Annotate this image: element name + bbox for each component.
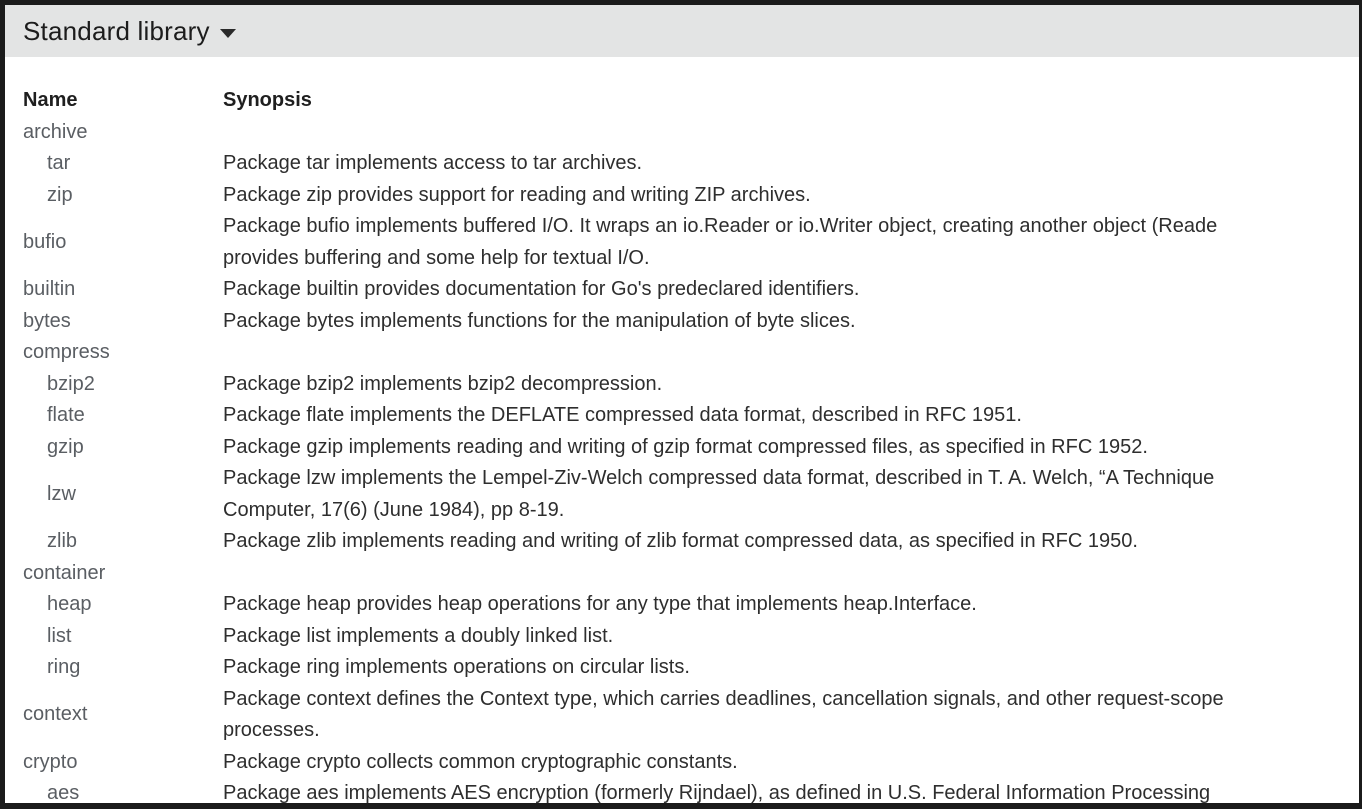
synopsis-line: Package bzip2 implements bzip2 decompression. [223, 372, 663, 395]
synopsis-line: Package bytes implements functions for the manipulation of byte slices. [223, 309, 856, 332]
empty-synopsis [223, 117, 1359, 149]
synopsis-line: Package lzw implements the Lempel-Ziv-Welch compressed data format, described in T. A. Welch, “A Technique [223, 467, 1215, 489]
table-row [23, 652, 1359, 684]
package-synopsis [223, 558, 1359, 590]
package-name-link[interactable]: aes [47, 782, 80, 804]
table-header-row [23, 85, 1359, 117]
table-row [23, 463, 1359, 526]
caret-down-icon [220, 29, 236, 38]
synopsis-line: Package crypto collects common cryptographic constants. [223, 750, 738, 773]
synopsis-line: Package tar implements access to tar archives. [223, 152, 643, 174]
synopsis-line: Package gzip implements reading and writing of gzip format compressed files, as specified in RFC 1952. [223, 435, 1148, 458]
table-row [23, 778, 1359, 809]
package-name-link[interactable]: tar [47, 152, 71, 174]
package-synopsis [223, 589, 1359, 621]
synopsis-line: Package zip provides support for reading and writing ZIP archives. [223, 183, 811, 206]
table-row [23, 526, 1359, 558]
table-row [23, 400, 1359, 432]
synopsis-line: Computer, 17(6) (June 1984), pp 8-19. [223, 498, 565, 521]
table-row [23, 211, 1359, 274]
column-header-name: Name [23, 89, 78, 111]
table-row [23, 180, 1359, 212]
package-name-link[interactable]: bytes [23, 309, 71, 332]
package-name-link[interactable]: list [47, 624, 72, 647]
table-row [23, 369, 1359, 401]
package-name-link[interactable]: zlib [47, 530, 78, 552]
package-name-link[interactable]: lzw [47, 482, 76, 505]
synopsis-line: Package builtin provides documentation for Go's predeclared identifiers. [223, 278, 860, 300]
table-row [23, 432, 1359, 464]
package-name-link[interactable]: compress [23, 341, 110, 363]
package-name-link[interactable]: gzip [47, 435, 84, 458]
table-row [23, 148, 1359, 180]
package-synopsis [223, 117, 1359, 149]
column-header-synopsis: Synopsis [223, 89, 312, 111]
synopsis-line: provides buffering and some help for textual I/O. [223, 246, 650, 269]
table-body [23, 117, 1359, 809]
package-synopsis [223, 778, 1359, 809]
synopsis-line: Package flate implements the DEFLATE compressed data format, described in RFC 1951. [223, 404, 1022, 426]
package-synopsis [223, 684, 1359, 747]
package-name-link[interactable]: archive [23, 120, 88, 143]
table-row [23, 337, 1359, 369]
synopsis-line: Package context defines the Context type, which carries deadlines, cancellation signals, and other request-scope [223, 687, 1224, 710]
synopsis-line: Package bufio implements buffered I/O. It wraps an io.Reader or io.Writer object, creating another object (Reade [223, 215, 1218, 237]
synopsis-line: Package ring implements operations on circular lists. [223, 656, 690, 678]
package-name-link[interactable]: zip [47, 183, 73, 206]
package-synopsis [223, 337, 1359, 369]
package-name-link[interactable]: container [23, 561, 106, 584]
package-name-link[interactable]: bufio [23, 230, 67, 253]
package-synopsis [223, 274, 1359, 306]
synopsis-line: Package heap provides heap operations for any type that implements heap.Interface. [223, 593, 977, 615]
package-synopsis [223, 652, 1359, 684]
package-synopsis [223, 148, 1359, 180]
table-row [23, 558, 1359, 590]
table-row [23, 117, 1359, 149]
package-name-link[interactable]: flate [47, 404, 85, 426]
synopsis-line: Package aes implements AES encryption (formerly Rijndael), as defined in U.S. Federal Information Processing [223, 782, 1211, 804]
standard-library-title: Standard library [23, 15, 210, 46]
package-name-link[interactable]: crypto [23, 750, 78, 773]
package-synopsis [223, 463, 1359, 526]
package-synopsis [223, 526, 1359, 558]
package-name-link[interactable]: bzip2 [47, 372, 95, 395]
empty-synopsis [223, 337, 1359, 369]
synopsis-line: processes. [223, 719, 320, 741]
table-row [23, 621, 1359, 653]
table-row [23, 747, 1359, 779]
table-row [23, 274, 1359, 306]
package-name-link[interactable]: context [23, 703, 88, 726]
package-name-link[interactable]: ring [47, 656, 81, 678]
package-synopsis [223, 369, 1359, 401]
standard-library-toggle[interactable] [5, 5, 1359, 57]
package-synopsis [223, 180, 1359, 212]
package-synopsis [223, 306, 1359, 338]
table-row [23, 684, 1359, 747]
empty-synopsis [223, 558, 1359, 590]
package-synopsis [223, 747, 1359, 779]
package-synopsis [223, 211, 1359, 274]
package-synopsis [223, 621, 1359, 653]
package-name-link[interactable]: builtin [23, 278, 76, 300]
package-name-link[interactable]: heap [47, 593, 92, 615]
package-synopsis [223, 432, 1359, 464]
package-synopsis [223, 400, 1359, 432]
package-table [5, 57, 1359, 809]
table-row [23, 589, 1359, 621]
synopsis-line: Package zlib implements reading and writing of zlib format compressed data, as specified in RFC 1950. [223, 530, 1138, 552]
table-row [23, 306, 1359, 338]
synopsis-line: Package list implements a doubly linked list. [223, 624, 614, 647]
